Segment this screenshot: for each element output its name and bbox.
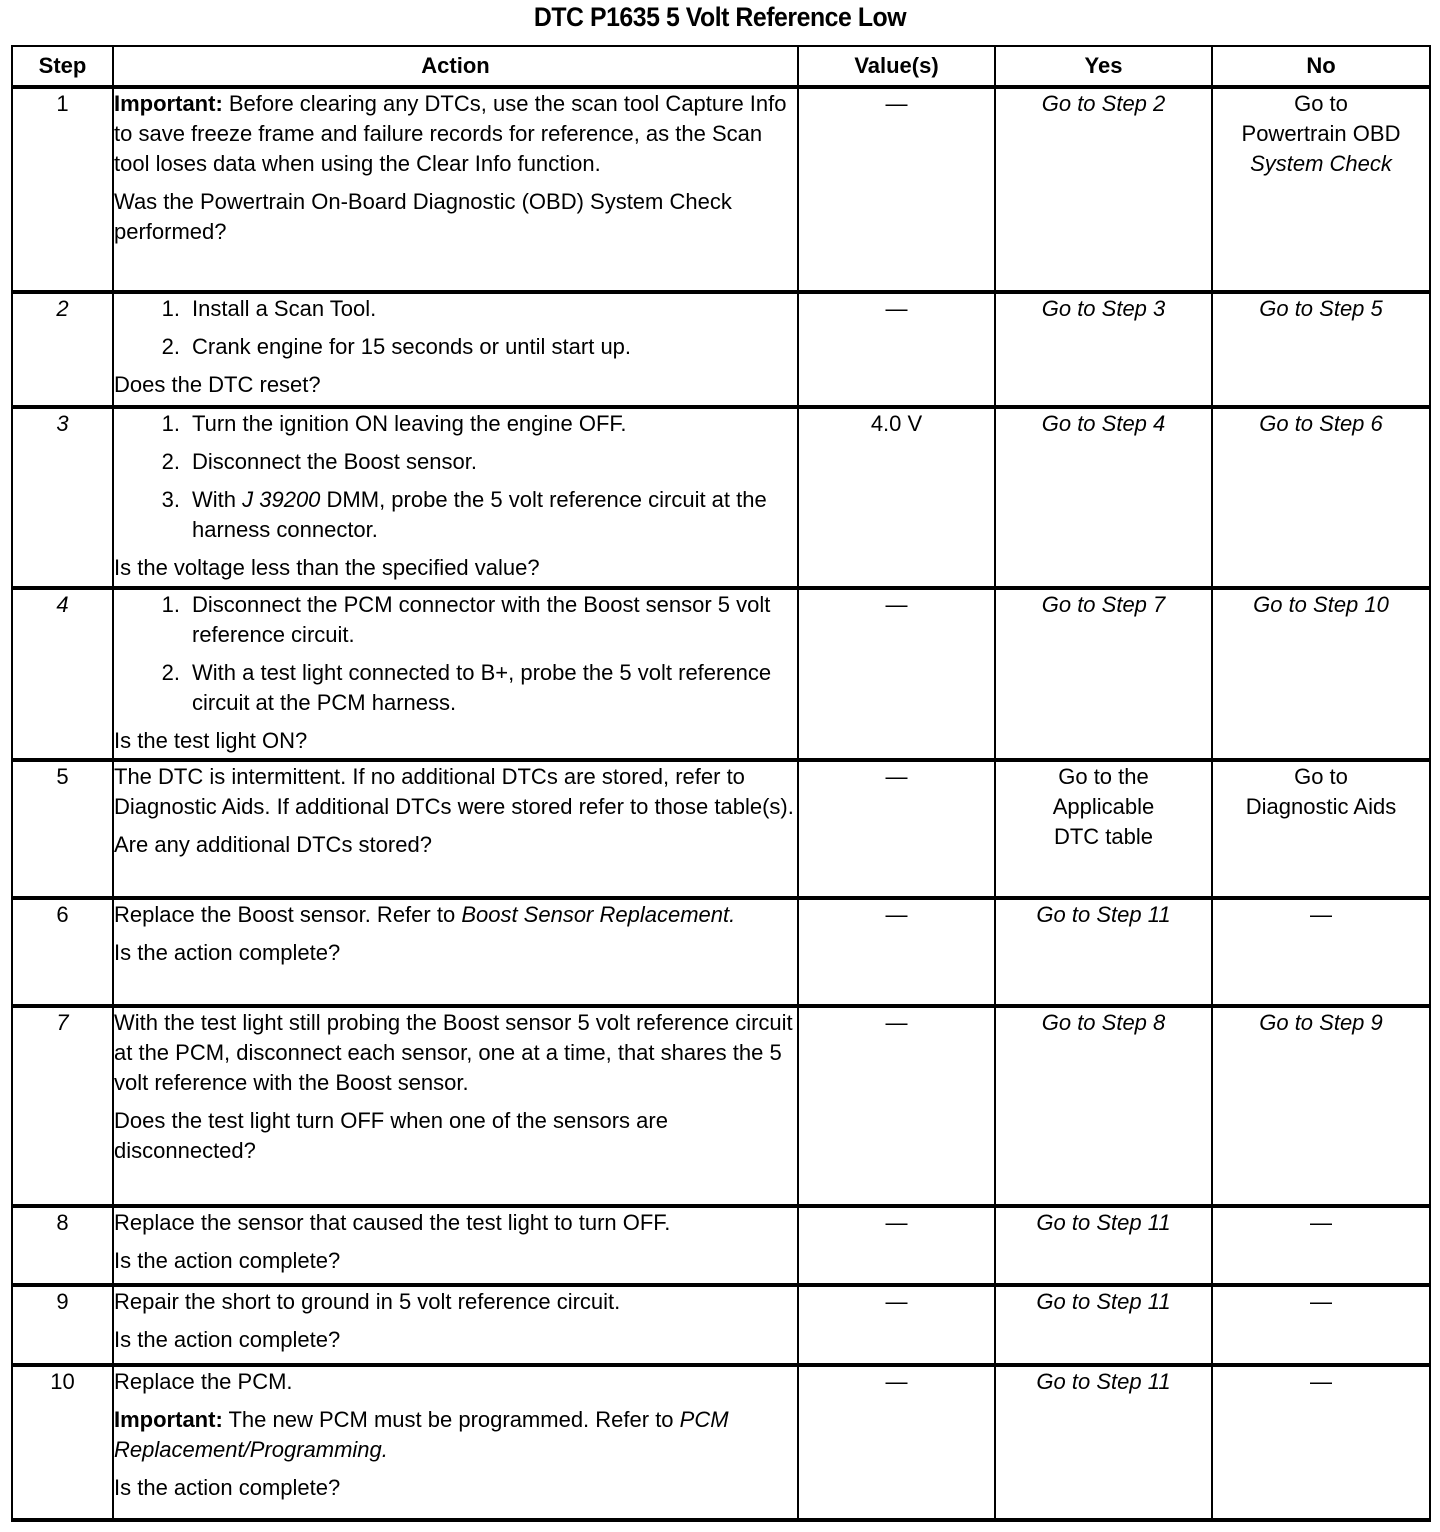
action-list-item: 2. Disconnect the Boost sensor.: [161, 449, 477, 474]
action-list: [114, 590, 797, 718]
important-note: [114, 89, 797, 179]
tool-reference: J 39200: [242, 487, 321, 512]
yes-link[interactable]: Go to Step 3: [995, 292, 1212, 407]
question: Does the DTC reset?: [114, 372, 321, 397]
table-row: [12, 898, 1430, 1006]
yes-link[interactable]: Go to Step 11: [995, 1285, 1212, 1365]
value-cell: —: [798, 1006, 995, 1206]
yes-link[interactable]: Go to Step 8: [995, 1006, 1212, 1206]
action-list-item: 3. With J 39200 DMM, probe the 5 volt reference circuit at the harness connector.: [161, 487, 767, 542]
header-yes: Yes: [995, 46, 1212, 87]
step-number: 6: [12, 898, 113, 1006]
important-note: Important: The new PCM must be programmed. Refer to PCM Replacement/Programming.: [114, 1407, 729, 1462]
value-cell: 4.0 V: [798, 407, 995, 588]
yes-link[interactable]: Go to Step 7: [995, 588, 1212, 760]
no-value: —: [1212, 1206, 1430, 1285]
action-list-item: 1. Install a Scan Tool.: [161, 296, 377, 321]
yes-line: Go to the: [1058, 764, 1149, 789]
action-text: Repair the short to ground in 5 volt reference circuit.: [114, 1289, 621, 1314]
value-cell: —: [798, 1365, 995, 1520]
header-row: [12, 46, 1430, 87]
no-value: —: [1212, 1285, 1430, 1365]
value-cell: —: [798, 588, 995, 760]
table-row: [12, 1365, 1430, 1520]
table-row: [12, 292, 1430, 407]
step-number: 10: [12, 1365, 113, 1520]
value-cell: —: [798, 760, 995, 898]
no-link[interactable]: Go to Step 10: [1212, 588, 1430, 760]
important-label: Important:: [114, 1407, 223, 1432]
table-row: [12, 588, 1430, 760]
header-action: Action: [113, 46, 798, 87]
header-step: Step: [12, 46, 113, 87]
question: Is the voltage less than the specified value?: [114, 555, 540, 580]
action-list-item: 2. Crank engine for 15 seconds or until start up.: [161, 334, 632, 359]
no-line: Go to: [1294, 91, 1348, 116]
action-list: [114, 294, 797, 362]
no-link[interactable]: Go to Step 5: [1212, 292, 1430, 407]
no-link[interactable]: [1212, 87, 1430, 292]
question: Does the test light turn OFF when one of the sensors are disconnected?: [114, 1108, 668, 1163]
question: Is the action complete?: [114, 1327, 341, 1352]
table-row: [12, 1206, 1430, 1285]
step-number: 4: [12, 588, 113, 760]
question: Is the test light ON?: [114, 728, 308, 753]
yes-line: DTC table: [1053, 824, 1154, 849]
no-line: Powertrain OBD: [1241, 121, 1401, 146]
yes-link[interactable]: Go to Step 4: [995, 407, 1212, 588]
no-value: —: [1212, 1365, 1430, 1520]
action-text: Replace the sensor that caused the test light to turn OFF.: [114, 1210, 671, 1235]
action-cell: [113, 588, 798, 760]
value-cell: —: [798, 1206, 995, 1285]
step-number: 7: [12, 1006, 113, 1206]
no-link[interactable]: Go to Step 6: [1212, 407, 1430, 588]
question: Was the Powertrain On-Board Diagnostic (OBD) System Check performed?: [114, 189, 732, 244]
action-cell: [113, 1365, 798, 1520]
table-row: [12, 87, 1430, 292]
action-text: The DTC is intermittent. If no additional DTCs are stored, refer to Diagnostic Aids. If additional DTCs were stored refer to those table(s).: [114, 764, 794, 819]
table-row: [12, 1285, 1430, 1365]
page-title: DTC P1635 5 Volt Reference Low: [533, 2, 907, 32]
action-cell: [113, 407, 798, 588]
yes-link[interactable]: Go to Step 11: [995, 1206, 1212, 1285]
action-list-item: 1. Turn the ignition ON leaving the engine OFF.: [161, 411, 627, 436]
diagnostic-table: [11, 45, 1431, 1522]
action-list-item: 2. With a test light connected to B+, probe the 5 volt reference circuit at the PCM harness.: [161, 660, 772, 715]
question: Is the action complete?: [114, 1475, 341, 1500]
value-cell: —: [798, 87, 995, 292]
step-number: 5: [12, 760, 113, 898]
important-text: Before clearing any DTCs, use the scan tool Capture Info to save freeze frame and failure records for reference, as the Scan tool loses data when using the Clear Info function.: [114, 91, 787, 176]
value-cell: —: [798, 292, 995, 407]
yes-link[interactable]: Go to Step 2: [995, 87, 1212, 292]
step-number: 1: [12, 87, 113, 292]
table-row: [12, 760, 1430, 898]
action-list: [114, 409, 797, 545]
no-line: Diagnostic Aids: [1245, 794, 1397, 819]
no-link[interactable]: Go to Step 9: [1212, 1006, 1430, 1206]
yes-link[interactable]: Go to Step 11: [995, 1365, 1212, 1520]
action-text: Replace the Boost sensor. Refer to Boost Sensor Replacement.: [114, 902, 736, 927]
step-number: 2: [12, 292, 113, 407]
action-text: Replace the PCM.: [114, 1369, 293, 1394]
header-values: Value(s): [798, 46, 995, 87]
no-link[interactable]: [1212, 760, 1430, 898]
important-label: Important:: [114, 91, 223, 116]
question: Is the action complete?: [114, 1248, 341, 1273]
question: Is the action complete?: [114, 940, 341, 965]
no-line: Go to: [1294, 764, 1348, 789]
action-list-item: 1. Disconnect the PCM connector with the Boost sensor 5 volt reference circuit.: [161, 592, 771, 647]
no-value: —: [1212, 898, 1430, 1006]
action-cell: [113, 1006, 798, 1206]
procedure-reference[interactable]: Boost Sensor Replacement.: [461, 902, 736, 927]
yes-line: Applicable: [1052, 794, 1155, 819]
action-cell: [113, 292, 798, 407]
procedure-reference[interactable]: PCM Replacement/Programming.: [114, 1407, 729, 1462]
action-cell: [113, 1206, 798, 1285]
question: Are any additional DTCs stored?: [114, 832, 432, 857]
action-cell: [113, 760, 798, 898]
action-cell: [113, 87, 798, 292]
value-cell: —: [798, 898, 995, 1006]
step-number: 9: [12, 1285, 113, 1365]
yes-link[interactable]: Go to Step 11: [995, 898, 1212, 1006]
table-row: [12, 407, 1430, 588]
action-cell: [113, 898, 798, 1006]
step-number: 3: [12, 407, 113, 588]
no-line: System Check: [1250, 151, 1392, 176]
value-cell: —: [798, 1285, 995, 1365]
action-cell: [113, 1285, 798, 1365]
header-no: No: [1212, 46, 1430, 87]
table-row: [12, 1006, 1430, 1206]
action-text: With the test light still probing the Boost sensor 5 volt reference circuit at the PCM, disconnect each sensor, one at a time, that shares the 5 volt reference with the Boost sensor.: [114, 1010, 793, 1095]
step-number: 8: [12, 1206, 113, 1285]
yes-link[interactable]: [995, 760, 1212, 898]
